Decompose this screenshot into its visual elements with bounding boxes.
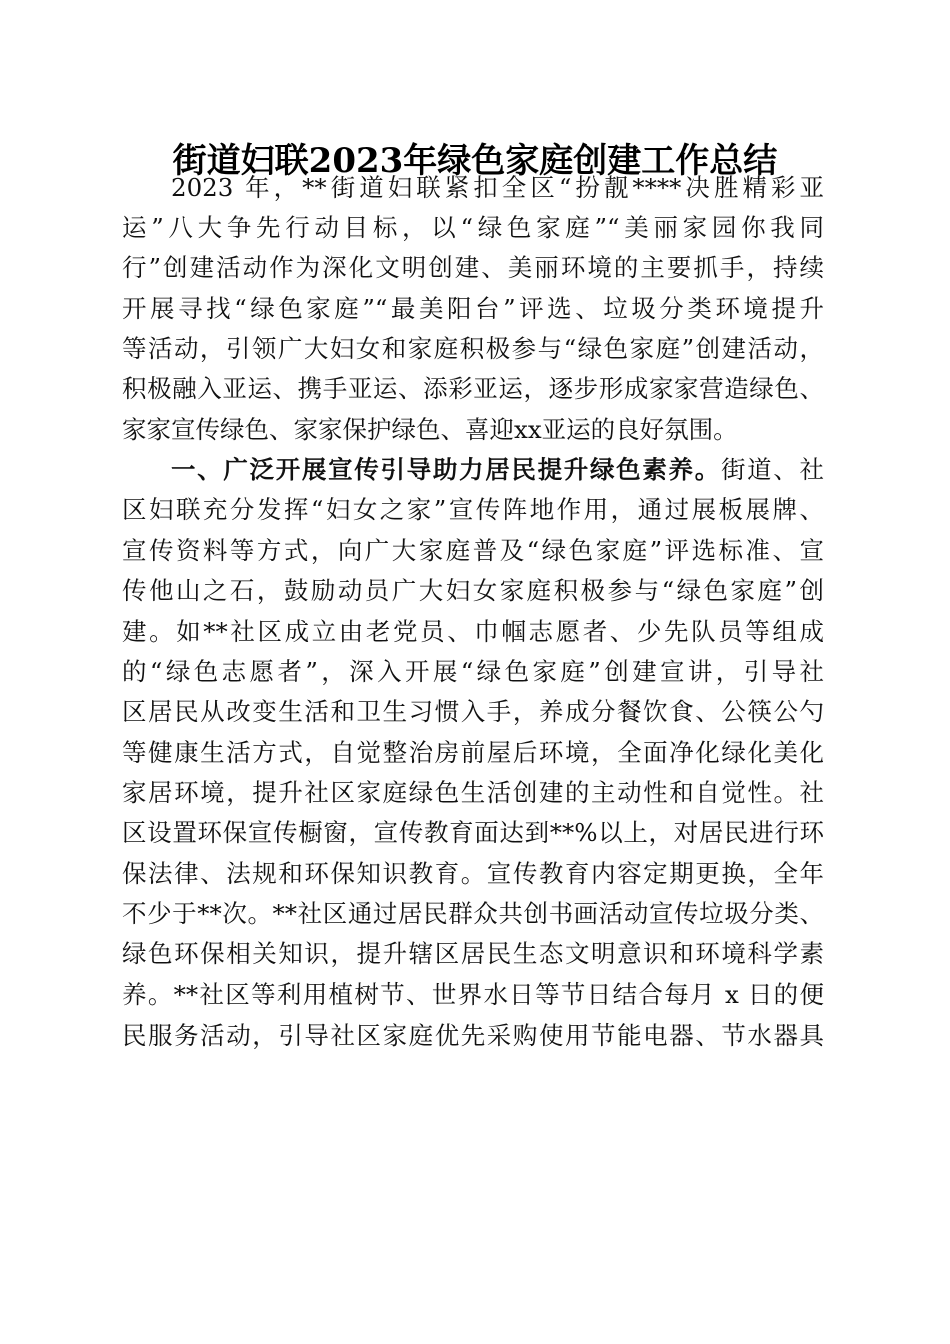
section-1-line: 保法律、法规和环保知识教育。宣传教育内容定期更换，全年 [122,859,824,888]
section-1-line: 区妇联充分发挥“妇女之家”宣传阵地作用，通过展板展牌、 [122,495,824,524]
intro-line: 开展寻找“绿色家庭”“最美阳台”评选、垃圾分类环境提升 [122,294,824,323]
section-1-line: 等健康生活方式，自觉整治房前屋后环境，全面净化绿化美化 [122,738,824,767]
intro-line: 2023 年，**街道妇联紧扣全区“扮靓****决胜精彩亚 [171,173,824,202]
section-1-line: 的“绿色志愿者”，深入开展“绿色家庭”创建宣讲，引导社 [122,657,824,686]
section-1-line: 不少于**次。**社区通过居民群众共创书画活动宣传垃圾分类、 [122,899,824,928]
section-1-line: 建。如**社区成立由老党员、巾帼志愿者、少先队员等组成 [122,617,824,646]
intro-line: 积极融入亚运、携手亚运、添彩亚运，逐步形成家家营造绿色、 [122,374,824,403]
section-1-line: 宣传资料等方式，向广大家庭普及“绿色家庭”评选标准、宣 [122,536,824,565]
intro-line: 家家宣传绿色、家家保护绿色、喜迎xx亚运的良好氛围。 [122,415,738,444]
section-1-first-line-text: 街道、社 [720,455,824,484]
section-1-line: 家居环境，提升社区家庭绿色生活创建的主动性和自觉性。社 [122,778,824,807]
section-1-line: 传他山之石，鼓励动员广大妇女家庭积极参与“绿色家庭”创 [122,576,824,605]
section-1-line: 民服务活动，引导社区家庭优先采购使用节能电器、节水器具 [122,1021,824,1050]
intro-line: 运”八大争先行动目标，以“绿色家庭”“美丽家园你我同 [122,213,824,242]
intro-line: 行”创建活动作为深化文明创建、美丽环境的主要抓手，持续 [122,253,824,282]
document-title: 街道妇联2023年绿色家庭创建工作总结 [172,141,778,181]
section-1-line: 养。**社区等利用植树节、世界水日等节日结合每月 x 日的便 [122,980,824,1009]
intro-line: 等活动，引领广大妇女和家庭积极参与“绿色家庭”创建活动， [122,334,824,363]
section-1-heading: 一、广泛开展宣传引导助力居民提升绿色素养。 [171,455,721,484]
section-1-line: 区居民从改变生活和卫生习惯入手，养成分餐饮食、公筷公勺 [122,697,824,726]
section-1-first-line [171,450,824,490]
section-1-line: 区设置环保宣传橱窗，宣传教育面达到**%以上，对居民进行环 [122,818,824,847]
section-1-line: 绿色环保相关知识，提升辖区居民生态文明意识和环境科学素 [122,939,824,968]
